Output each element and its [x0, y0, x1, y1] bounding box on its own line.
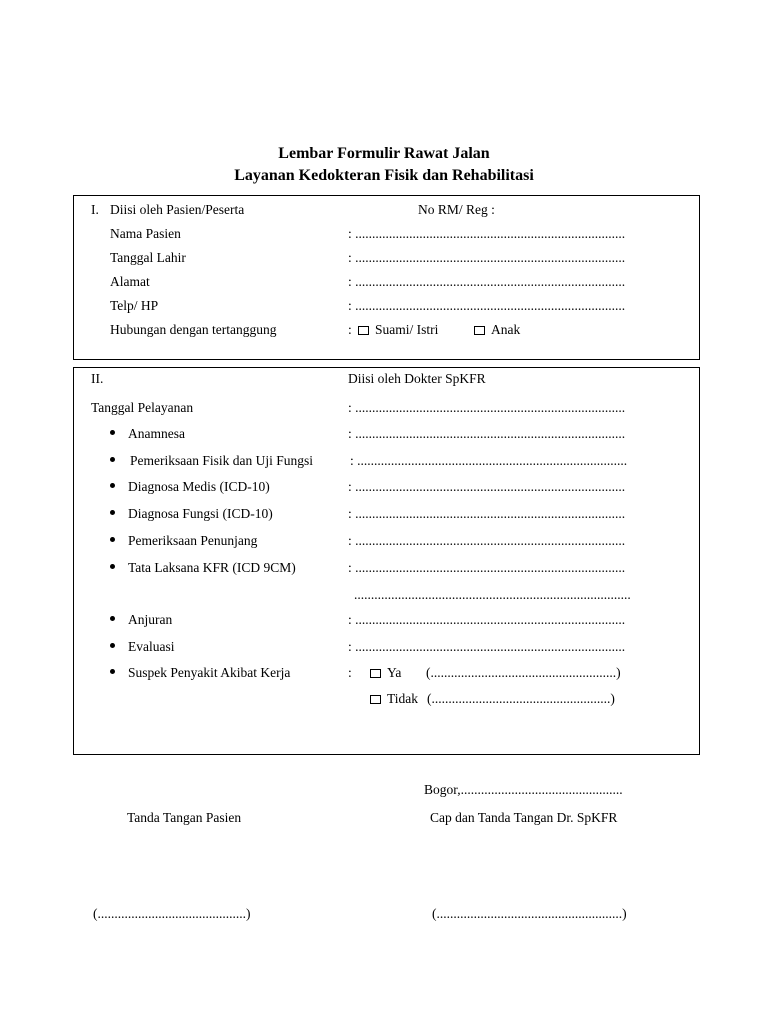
bullet-icon	[110, 616, 115, 621]
list-item	[110, 533, 115, 549]
option-suami-istri[interactable]	[358, 322, 438, 338]
item-label-suspek: Suspek Penyakit Akibat Kerja	[128, 665, 291, 680]
section-1-heading: Diisi oleh Pasien/Peserta	[110, 202, 245, 217]
item-line-tata-laksana[interactable]: : ................................................................................	[348, 560, 626, 575]
list-item	[110, 479, 115, 495]
bullet-icon	[110, 669, 115, 674]
option-ya-label: Ya	[387, 665, 402, 680]
list-item	[110, 612, 115, 628]
relation-colon: :	[348, 322, 352, 337]
list-item	[110, 506, 115, 522]
service-date-label: Tanggal Pelayanan	[91, 400, 194, 415]
patient-name-line[interactable]: (............................................)	[93, 906, 251, 921]
option-anak[interactable]	[474, 322, 520, 338]
service-date-line[interactable]: : ................................................................................	[348, 400, 626, 415]
item-line-diagnosa-fungsi[interactable]: : ................................................................................	[348, 506, 626, 521]
item-label-tata-laksana: Tata Laksana KFR (ICD 9CM)	[128, 560, 296, 575]
patient-signature-label: Tanda Tangan Pasien	[127, 810, 242, 825]
option-tidak-label: Tidak	[387, 691, 419, 706]
bullet-icon	[110, 483, 115, 488]
item-label-diagnosa-fungsi: Diagnosa Fungsi (ICD-10)	[128, 506, 273, 521]
checkbox-icon[interactable]	[474, 326, 485, 335]
bullet-icon	[110, 643, 115, 648]
item-line-anjuran[interactable]: : ................................................................................	[348, 612, 626, 627]
item-label-anamnesa: Anamnesa	[128, 426, 185, 441]
field-label-alamat: Alamat	[110, 274, 150, 289]
item-label-anjuran: Anjuran	[128, 612, 173, 627]
place-date-line[interactable]: Bogor,................................................	[424, 782, 623, 797]
item-label-pemeriksaan-penunjang: Pemeriksaan Penunjang	[128, 533, 258, 548]
item-label-pemeriksaan-fisik: Pemeriksaan Fisik dan Uji Fungsi	[130, 453, 313, 468]
doctor-name-line[interactable]: (.......................................................)	[432, 906, 627, 921]
option-ya-line[interactable]: (.......................................................)	[426, 665, 621, 680]
option-ya[interactable]	[370, 665, 401, 681]
list-item	[110, 426, 115, 442]
field-line-nama[interactable]: : ................................................................................	[348, 226, 626, 241]
item-line-anamnesa[interactable]: : ................................................................................	[348, 426, 626, 441]
item-label-evaluasi: Evaluasi	[128, 639, 175, 654]
item-line-pemeriksaan-penunjang[interactable]: : ................................................................................	[348, 533, 626, 548]
field-line-telp[interactable]: : ................................................................................	[348, 298, 626, 313]
item-line-diagnosa-medis[interactable]: : ................................................................................	[348, 479, 626, 494]
checkbox-icon[interactable]	[370, 695, 381, 704]
list-item	[110, 453, 115, 469]
bullet-icon	[110, 510, 115, 515]
list-item	[110, 560, 115, 576]
field-line-tanggal-lahir[interactable]: : ................................................................................	[348, 250, 626, 265]
list-item	[110, 665, 115, 681]
bullet-icon	[110, 564, 115, 569]
form-title-line1: Lembar Formulir Rawat Jalan	[278, 145, 490, 162]
field-label-nama: Nama Pasien	[110, 226, 181, 241]
option-tidak-line[interactable]: (.....................................................)	[427, 691, 615, 706]
bullet-icon	[110, 537, 115, 542]
doctor-signature-label: Cap dan Tanda Tangan Dr. SpKFR	[430, 810, 618, 825]
checkbox-icon[interactable]	[370, 669, 381, 678]
form-title-line2: Layanan Kedokteran Fisik dan Rehabilitasi	[234, 167, 534, 184]
item-line-tata-laksana-extra[interactable]: ..................................................................................	[354, 587, 631, 602]
option-suami-istri-label: Suami/ Istri	[375, 322, 439, 337]
no-rm-label: No RM/ Reg :	[418, 202, 495, 217]
bullet-icon	[110, 430, 115, 435]
section-1-number: I.	[91, 202, 99, 217]
field-label-telp: Telp/ HP	[110, 298, 159, 313]
suspek-colon: :	[348, 665, 352, 680]
option-anak-label: Anak	[491, 322, 521, 337]
section-2-heading: Diisi oleh Dokter SpKFR	[348, 371, 486, 386]
list-item	[110, 639, 115, 655]
section-2-number: II.	[91, 371, 104, 386]
field-line-alamat[interactable]: : ................................................................................	[348, 274, 626, 289]
relation-label: Hubungan dengan tertanggung	[110, 322, 277, 337]
item-label-diagnosa-medis: Diagnosa Medis (ICD-10)	[128, 479, 270, 494]
field-label-tanggal-lahir: Tanggal Lahir	[110, 250, 186, 265]
option-tidak[interactable]	[370, 691, 418, 707]
checkbox-icon[interactable]	[358, 326, 369, 335]
item-line-pemeriksaan-fisik[interactable]: : ................................................................................	[350, 453, 628, 468]
item-line-evaluasi[interactable]: : ................................................................................	[348, 639, 626, 654]
bullet-icon	[110, 457, 115, 462]
